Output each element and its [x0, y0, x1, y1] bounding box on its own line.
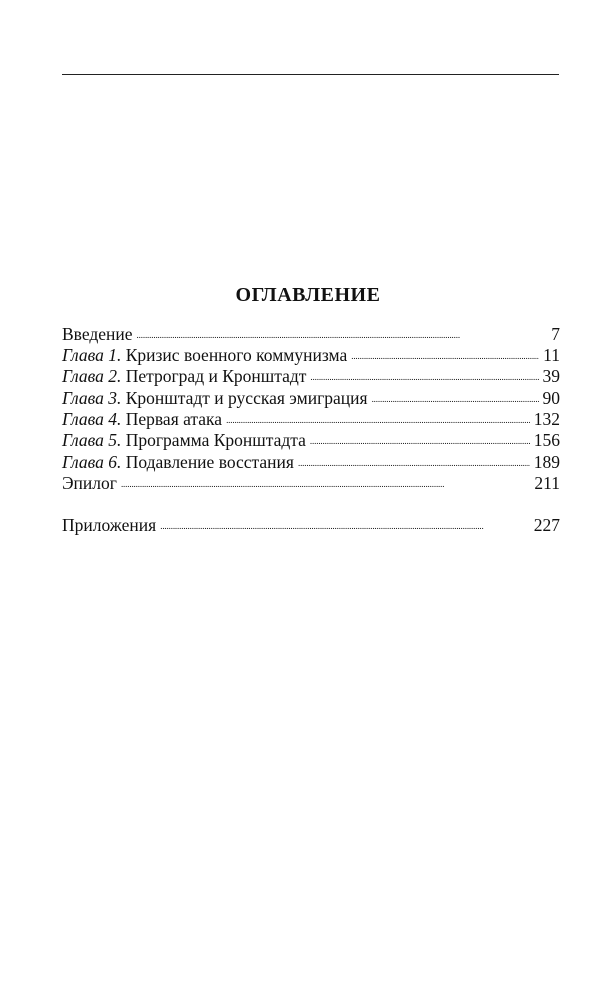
toc-entry-label: Глава 6. Подавление восстания	[62, 451, 294, 472]
toc-entry-label: Глава 5. Программа Кронштадта	[62, 430, 306, 451]
toc-title: ОГЛАВЛЕНИЕ	[235, 284, 381, 306]
toc-leader-dots	[351, 343, 539, 361]
chapter-prefix: Глава 3.	[62, 387, 122, 408]
toc-entry-page: 227	[533, 514, 560, 535]
toc-entry-page: 7	[551, 323, 560, 344]
toc-entry-epilogue[interactable]	[62, 472, 560, 493]
toc-entry-chapter-6[interactable]	[62, 450, 560, 471]
toc-leader-dots	[121, 472, 530, 490]
chapter-prefix: Глава 4.	[62, 409, 122, 430]
toc-entry-chapter-2[interactable]	[62, 365, 560, 386]
toc-entry-chapter-3[interactable]	[62, 386, 560, 407]
toc-leader-dots	[160, 513, 530, 531]
toc-entry-page: 39	[542, 366, 560, 387]
toc-entry-introduction[interactable]	[62, 322, 560, 343]
toc-entry-page: 189	[533, 451, 560, 472]
toc-entry-label: Введение	[62, 323, 133, 344]
chapter-prefix: Глава 6.	[62, 451, 122, 472]
chapter-prefix: Глава 5.	[62, 430, 122, 451]
toc-entry-chapter-1[interactable]	[62, 343, 560, 364]
toc-entry-chapter-5[interactable]	[62, 429, 560, 450]
chapter-prefix: Глава 1.	[62, 344, 122, 365]
toc-entry-label: Эпилог	[62, 473, 117, 494]
toc-entry-label: Глава 1. Кризис военного коммунизма	[62, 344, 348, 365]
toc-entry-page: 90	[542, 387, 560, 408]
header-rule	[62, 74, 559, 75]
toc-entry-label: Глава 3. Кронштадт и русская эмиграция	[62, 387, 368, 408]
chapter-prefix: Глава 2.	[62, 366, 122, 387]
toc-leader-dots	[226, 408, 530, 426]
toc-entry-page: 156	[533, 430, 560, 451]
toc-entry-label: Глава 2. Петроград и Кронштадт	[62, 366, 307, 387]
table-of-contents	[62, 322, 560, 535]
toc-entry-page: 11	[543, 344, 560, 365]
toc-entry-page: 132	[533, 409, 560, 430]
toc-leader-dots	[372, 386, 539, 404]
toc-entry-appendices[interactable]	[62, 513, 560, 534]
toc-entry-page: 211	[534, 473, 560, 494]
toc-leader-dots	[137, 322, 548, 340]
toc-entry-label: Глава 4. Первая атака	[62, 409, 223, 430]
toc-leader-dots	[310, 365, 538, 383]
toc-entry-label: Приложения	[62, 514, 157, 535]
toc-leader-dots	[310, 429, 530, 447]
toc-leader-dots	[298, 450, 530, 468]
toc-entry-chapter-4[interactable]	[62, 408, 560, 429]
